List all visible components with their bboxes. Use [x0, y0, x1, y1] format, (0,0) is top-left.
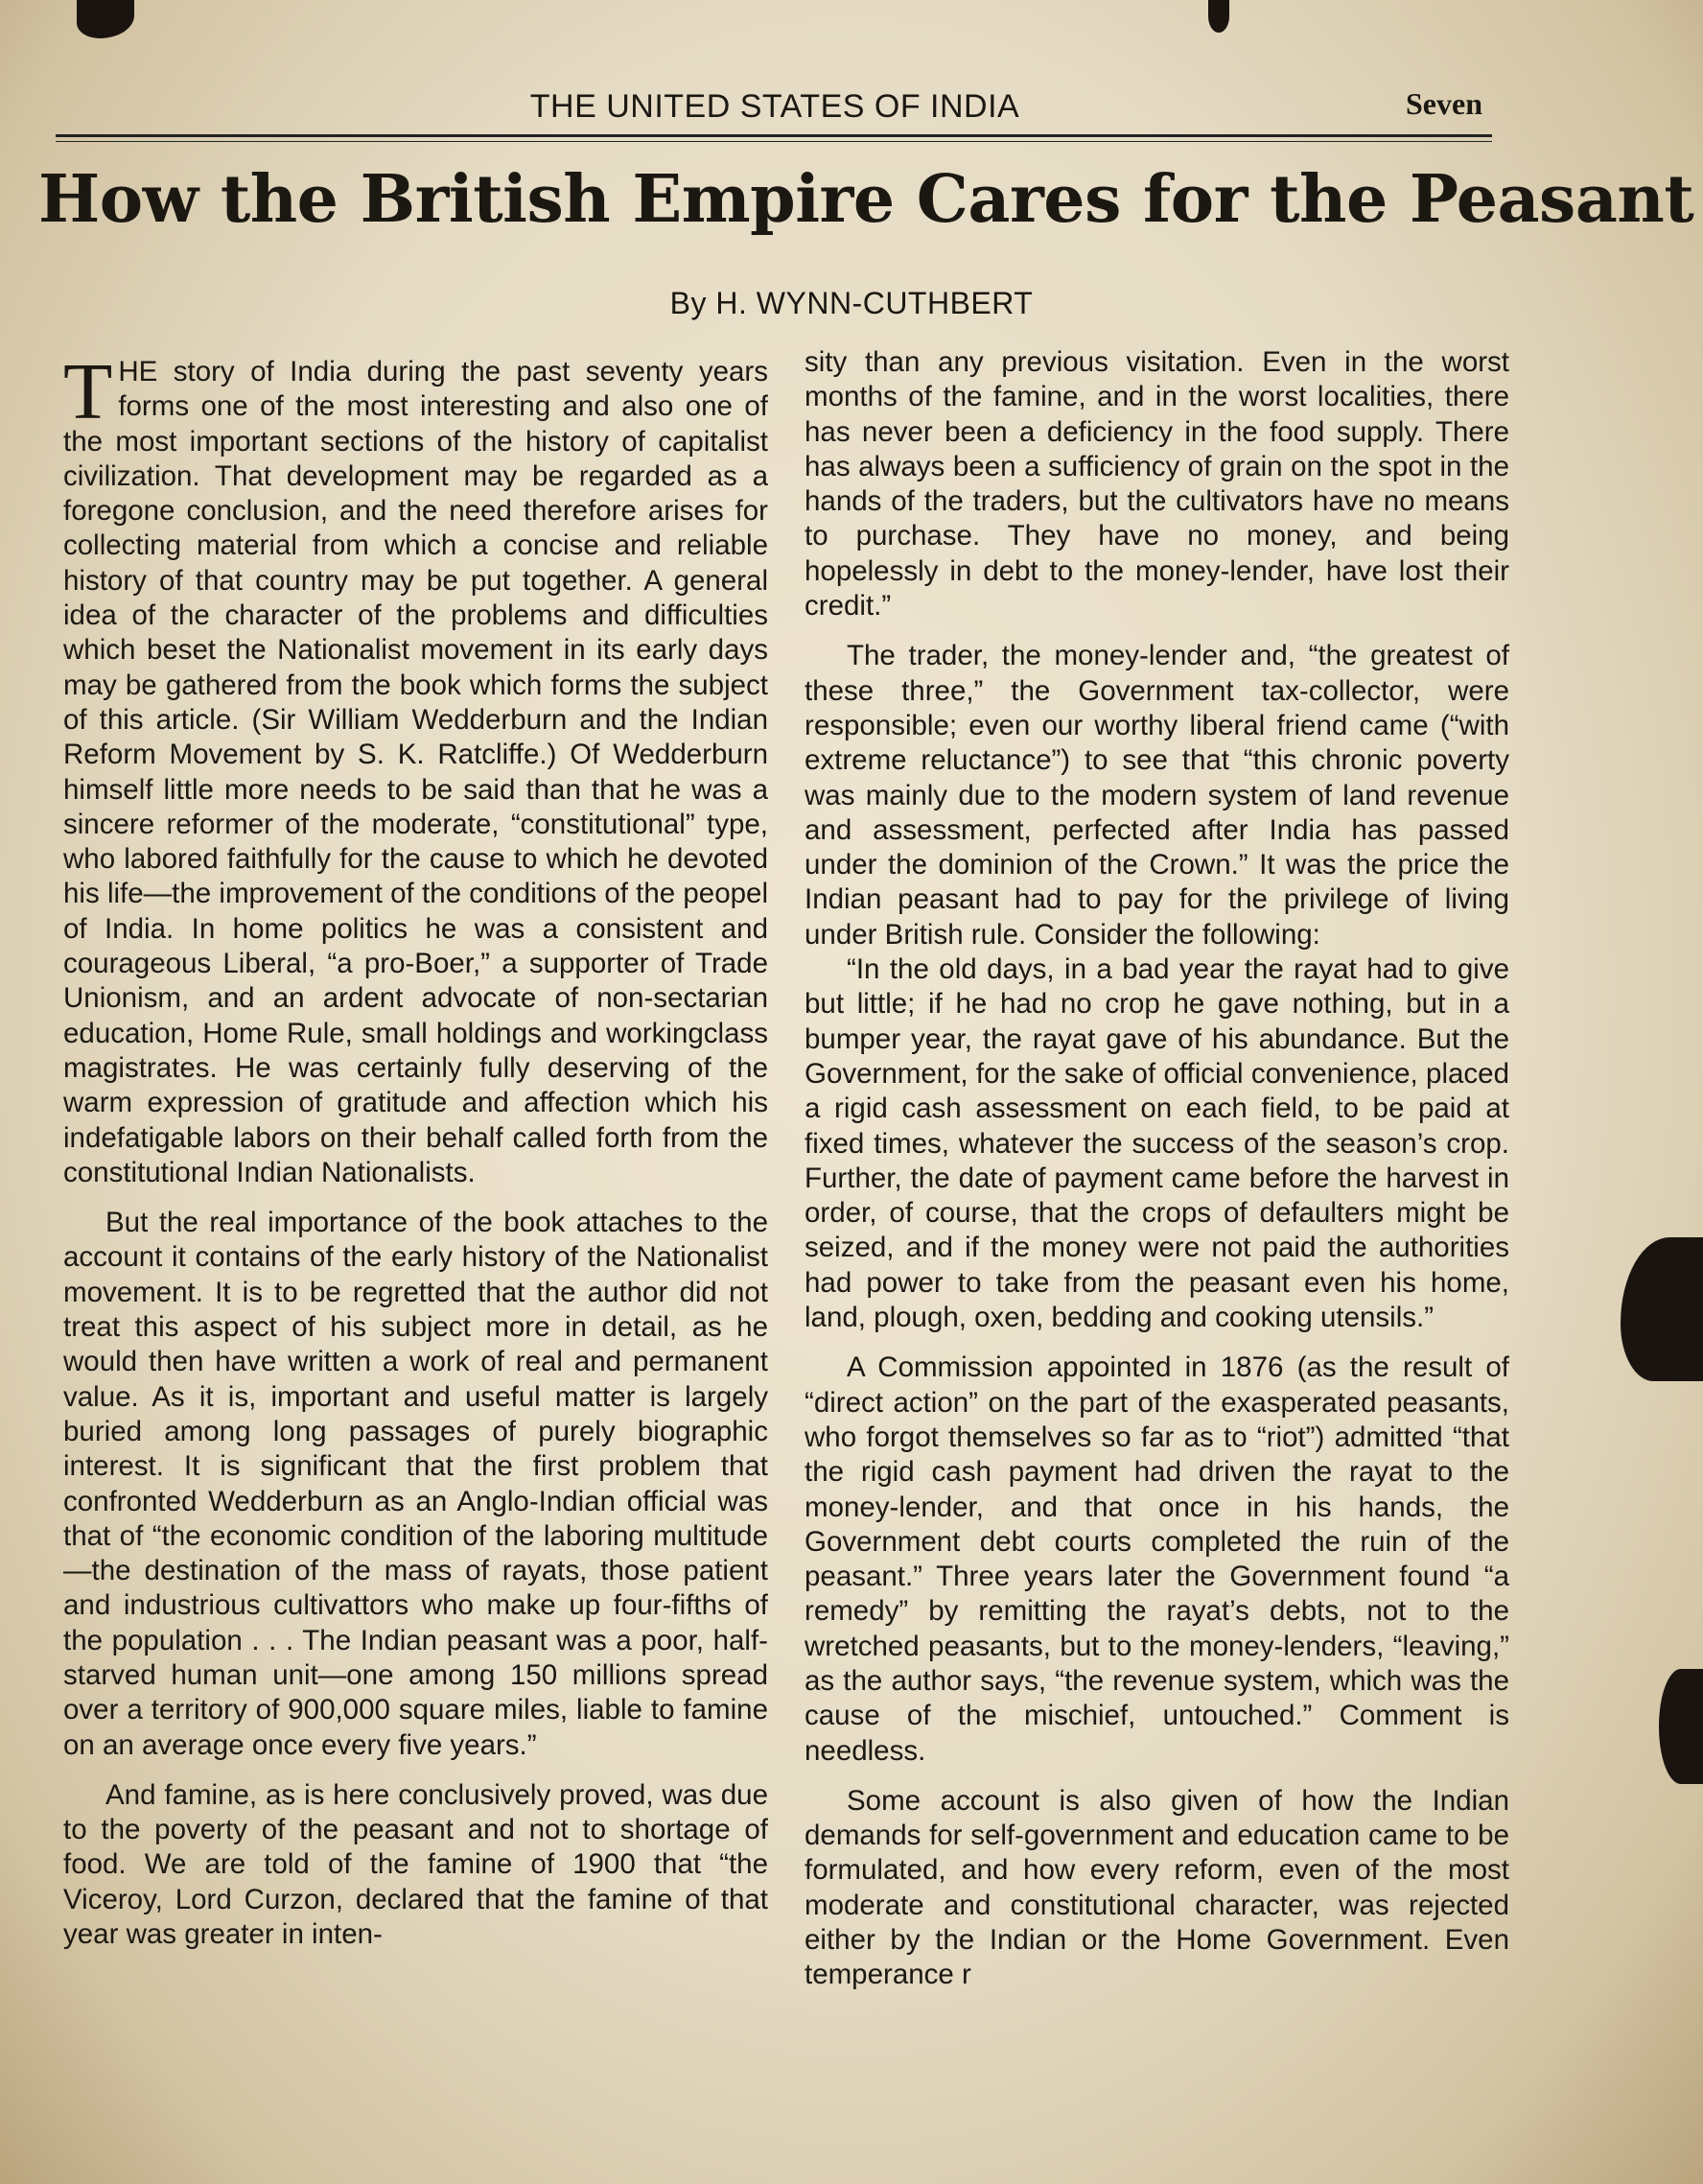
page-number: Seven: [1406, 86, 1482, 121]
torn-edge: [1621, 1237, 1703, 1381]
article-title: How the British Empire Cares for the Peasant: [38, 161, 1694, 238]
right-column: [805, 345, 1509, 2168]
torn-edge: [1208, 0, 1229, 33]
paragraph: sity than any previous visitation. Even in the worst months of the famine, and in the worst localities, there has never been a deficiency in the food supply. There has always been a sufficiency of grain on the spot in the hands of the traders, but the cultivators have no means to purchase. They have no money, and being hopelessly in debt to the money-lender, have lost their credit.”: [805, 346, 1509, 622]
torn-edge: [77, 0, 134, 38]
left-column: [63, 355, 768, 2177]
torn-edge: [1659, 1669, 1703, 1784]
drop-cap: T: [63, 355, 113, 436]
paragraph: THE story of India during the past seventy years forms one of the most interesting and also one of the most important sections of the history of capitalist civilization. That development may be regarded as a foregone conclusion, and the need therefore arises for collecting material from which a concise and reliable history of that country may be put together. A general idea of the character of the problems and difficulties which beset the Nationalist movement in its early days may be gathered from the book which forms the subject of this article. (Sir William Wedderburn and the Indian Reform Movement by S. K. Ratcliffe.) Of Wedderburn himself little more needs to be said than that he was a sincere reformer of the moderate, “constitutional” type, who labored faithfully for the cause to which he devoted his life—the improvement of the conditions of the peopel of India. In home politics he was a consistent and courageous Liberal, “a pro-Boer,” a supporter of Trade Unionism, and an ardent advocate of non-sectarian education, Home Rule, small holdings and workingclass magistrates. He was certainly fully deserving of the warm expression of gratitude and affection which his indefatigable labors on their behalf called forth from the constitutional Indian Nationalists.: [63, 355, 768, 1188]
paragraph: But the real importance of the book attaches to the account it contains of the early history of the Nationalist movement. It is to be regretted that the author did not treat this aspect of his subject more in detail, as he would then have written a work of real and permanent value. As it is, important and useful matter is largely buried among long passages of purely biographic interest. It is significant that the first problem that confronted Wedderburn as an Anglo-Indian official was that of “the economic condition of the laboring multitude—the destination of the mass of rayats, those patient and industrious cultivattors who make up four-fifths of the population . . . The Indian peasant was a poor, half-starved human unit—one among 150 millions spread over a territory of 900,000 square miles, liable to famine on an average once every five years.”: [63, 1207, 768, 1761]
running-header: [58, 88, 1492, 134]
paragraph: The trader, the money-lender and, “the greatest of these three,” the Government tax-collector, were responsible; even our worthy liberal friend came (“with extreme reluctance”) to see that “this chronic poverty was mainly due to the modern system of land revenue and assessment, perfected after India has passed under the dominion of the Crown.” It was the price the Indian peasant had to pay for the privilege of living under British rule. Consider the following:: [805, 640, 1509, 951]
paragraph: And famine, as is here conclusively proved, was due to the poverty of the peasant and not to shortage of food. We are told of the famine of 1900 that “the Viceroy, Lord Curzon, declared that the famine of that year was greater in inten-: [63, 1778, 768, 1951]
paragraph: Some account is also given of how the Indian demands for self-government and education came to be formulated, and how every reform, even of the most moderate and constitutional character, was rejected either by the Indian or the Home Government. Even temperance r: [805, 1784, 1509, 1991]
header-rule: [56, 141, 1492, 142]
header-rule: [56, 134, 1492, 137]
byline: By H. WYNN-CUTHBERT: [669, 286, 1034, 320]
paragraph: A Commission appointed in 1876 (as the result of “direct action” on the part of the exasperated peasants, who forgot themselves so far as to “riot”) admitted “that the rigid cash payment had driven the rayat to the money-lender, and that once in his hands, the Government debt courts completed the ruin of the peasant.” Three years later the Government found “a remedy” by remitting the rayat’s debts, not to the wretched peasants, but to the money-lenders, “leaving,” as the author says, “the revenue system, which was the cause of the mischief, untouched.” Comment is needless.: [805, 1351, 1509, 1767]
quotation: “In the old days, in a bad year the rayat had to give but little; if he had no crop he gave nothing, but in a bumper year, the rayat gave of his abundance. But the Government, for the sake of official convenience, placed a rigid cash assessment on each field, to be paid at fixed times, whatever the success of the season’s crop. Further, the date of payment came before the harvest in order, of course, that the crops of defaulters might be seized, and if the money were not paid the authorities had power to take from the peasant even his home, land, plough, oxen, bedding and cooking utensils.”: [805, 953, 1509, 1334]
running-title: THE UNITED STATES OF INDIA: [529, 88, 1020, 125]
